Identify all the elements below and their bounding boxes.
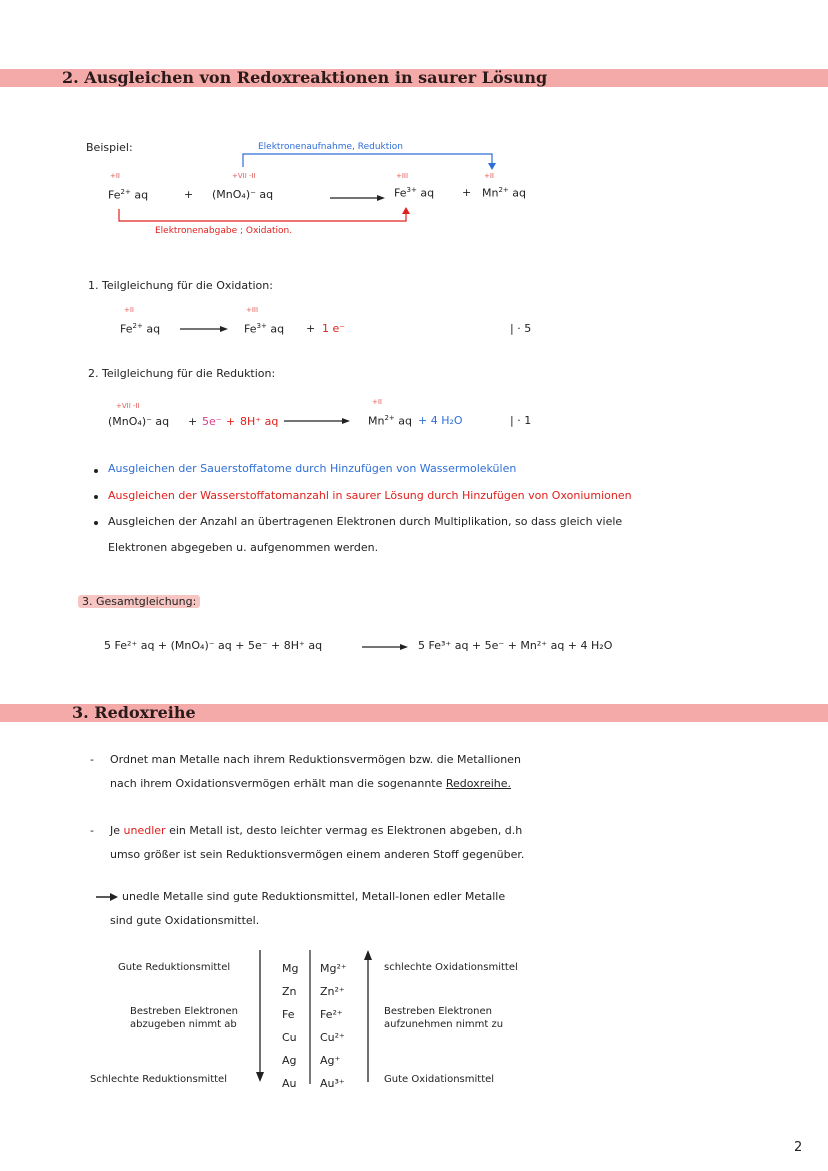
- bullet-text: Ausgleichen der Anzahl an übertragenen Elektronen durch Multiplikation, so dass gleich viele: [108, 515, 623, 528]
- ion: Zn²⁺: [320, 985, 345, 998]
- reduction-label: Elektronenaufnahme, Reduktion: [258, 142, 404, 152]
- section2-title: 2. Ausgleichen von Redoxreaktionen in saurer Lösung: [62, 68, 548, 87]
- table-divider: [306, 950, 314, 1086]
- species-fe: $Fe^{2+}$ aq: [108, 188, 149, 202]
- multiplier: | · 5: [510, 322, 532, 335]
- multiplier: | · 1: [510, 414, 532, 427]
- left-mid-label: abzugeben nimmt ab: [130, 1019, 237, 1030]
- ion: Ag⁺: [320, 1054, 341, 1067]
- ox-state: +II: [124, 306, 134, 314]
- reaction-arrow: [362, 640, 412, 654]
- species-fe: $Fe^{2+}$ aq: [120, 322, 161, 336]
- paragraph-line: Ordnet man Metalle nach ihrem Reduktionsvermögen bzw. die Metallionen: [110, 753, 521, 766]
- dash: -: [90, 824, 94, 837]
- ion: Mg²⁺: [320, 962, 347, 975]
- metal: Mg: [282, 962, 299, 975]
- dash: -: [90, 753, 94, 766]
- example-label: Beispiel:: [86, 141, 133, 154]
- redox-brackets: [0, 0, 828, 260]
- ox-state: +VII -II: [116, 402, 140, 410]
- left-bottom-label: Schlechte Reduktionsmittel: [90, 1074, 227, 1085]
- gesamt-label: 3. Gesamtgleichung:: [78, 595, 200, 608]
- teil2-label: 2. Teilgleichung für die Reduktion:: [88, 367, 276, 380]
- ox-state: +III: [246, 306, 259, 314]
- ion: Fe²⁺: [320, 1008, 343, 1021]
- oxidation-label: Elektronenabgabe ; Oxidation.: [155, 226, 293, 236]
- metal: Au: [282, 1077, 297, 1090]
- paragraph-line: sind gute Oxidationsmittel.: [110, 914, 260, 927]
- reaction-arrow: [284, 414, 354, 428]
- left-top-label: Gute Reduktionsmittel: [118, 962, 231, 973]
- species-fe3: $Fe^{3+}$ aq: [244, 322, 285, 336]
- metal: Cu: [282, 1031, 297, 1044]
- right-mid-label: aufzunehmen nimmt zu: [384, 1019, 504, 1030]
- gesamt-left: 5 Fe²⁺ aq + (MnO₄)⁻ aq + 5e⁻ + 8H⁺ aq: [104, 639, 323, 652]
- plus-sign: +: [226, 415, 236, 428]
- plus-sign: +: [188, 415, 198, 428]
- plus-sign: +: [462, 186, 472, 199]
- electron-term: 5e⁻: [202, 415, 222, 428]
- arrow-icon: [96, 891, 122, 903]
- gesamt-right: 5 Fe³⁺ aq + 5e⁻ + Mn²⁺ aq + 4 H₂O: [418, 639, 613, 652]
- ion: Au³⁺: [320, 1077, 345, 1090]
- reaction-arrow: [180, 322, 230, 336]
- right-mid-label: Bestreben Elektronen: [384, 1006, 493, 1017]
- species-mn: $Mn^{2+}$ aq: [482, 186, 527, 200]
- species-mn: $Mn^{2+}$ aq: [368, 414, 413, 428]
- metal: Fe: [282, 1008, 295, 1021]
- species-permanganate: (MnO₄)⁻ aq: [212, 188, 274, 201]
- metal: Ag: [282, 1054, 297, 1067]
- hydrogen-term: 8H⁺ aq: [240, 415, 279, 428]
- page-number: 2: [794, 1140, 803, 1155]
- ox-state: +II: [484, 172, 494, 180]
- bullet-text: Ausgleichen der Sauerstoffatome durch Hinzufügen von Wassermolekülen: [108, 462, 517, 475]
- paragraph-line: umso größer ist sein Reduktionsvermögen einem anderen Stoff gegenüber.: [110, 848, 525, 861]
- ox-state: +II: [110, 172, 120, 180]
- right-bottom-label: Gute Oxidationsmittel: [384, 1074, 495, 1085]
- water-term: + 4 H₂O: [418, 414, 463, 427]
- ox-state: +III: [396, 172, 409, 180]
- right-top-label: schlechte Oxidationsmittel: [384, 962, 518, 973]
- teil1-label: 1. Teilgleichung für die Oxidation:: [88, 279, 273, 292]
- arrow-up-icon: [358, 950, 378, 1086]
- bullet: [94, 521, 98, 525]
- left-mid-label: Bestreben Elektronen: [130, 1006, 239, 1017]
- paragraph-line: unedle Metalle sind gute Reduktionsmittel, Metall-Ionen edler Metalle: [122, 890, 506, 903]
- species-permanganate: (MnO₄)⁻ aq: [108, 415, 170, 428]
- arrow-down-icon: [250, 950, 270, 1086]
- paragraph-line: nach ihrem Oxidationsvermögen erhält man die sogenannte Redoxreihe.: [110, 777, 512, 790]
- ox-state: +VII -II: [232, 172, 256, 180]
- bullet: [94, 469, 98, 473]
- bullet: [94, 495, 98, 499]
- ox-state: +II: [372, 398, 382, 406]
- ion: Cu²⁺: [320, 1031, 345, 1044]
- plus-sign: +: [306, 322, 316, 335]
- electron-term: 1 e⁻: [322, 322, 346, 335]
- plus-sign: +: [184, 188, 194, 201]
- bullet-text: Elektronen abgegeben u. aufgenommen werden.: [108, 541, 379, 554]
- metal: Zn: [282, 985, 297, 998]
- section3-title: 3. Redoxreihe: [72, 703, 196, 722]
- species-fe3: $Fe^{3+}$ aq: [394, 186, 435, 200]
- bullet-text: Ausgleichen der Wasserstoffatomanzahl in saurer Lösung durch Hinzufügen von Oxoniumionen: [108, 489, 632, 502]
- paragraph-line: Je unedler ein Metall ist, desto leichter vermag es Elektronen abgeben, d.h: [110, 824, 523, 837]
